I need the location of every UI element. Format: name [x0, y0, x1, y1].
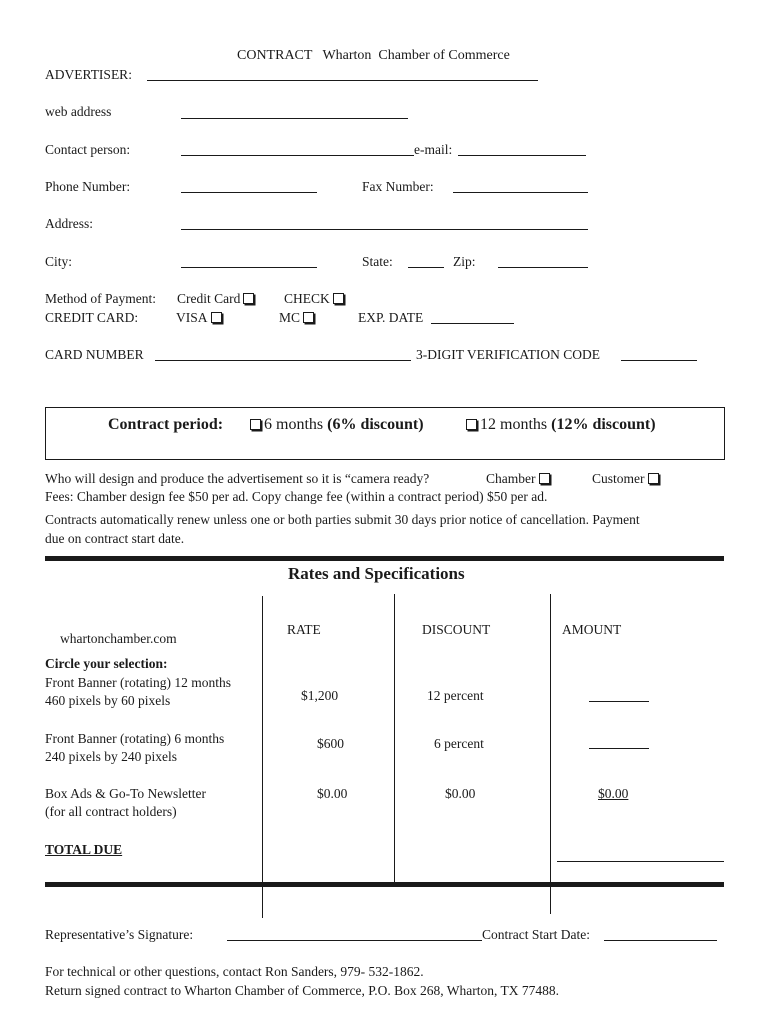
customer-checkbox[interactable] — [648, 473, 659, 484]
mc-option[interactable] — [279, 311, 317, 325]
rates-top-rule — [45, 556, 724, 561]
row1-amount-field[interactable] — [589, 701, 649, 702]
column-divider-3 — [550, 594, 551, 914]
twelve-months-option[interactable] — [463, 417, 656, 433]
exp-date-label: EXP. DATE — [358, 310, 424, 325]
check-option[interactable] — [284, 292, 347, 306]
zip-field[interactable] — [498, 267, 588, 268]
credit-card-option[interactable] — [177, 292, 257, 306]
card-number-label: CARD NUMBER — [45, 347, 144, 362]
row3-amount: $0.00 — [598, 786, 629, 801]
row2-description-line2: 240 pixels by 240 pixels — [45, 749, 177, 764]
rep-signature-label: Representative’s Signature: — [45, 927, 194, 942]
row1-description-line1: Front Banner (rotating) 12 months — [45, 675, 231, 690]
column-divider-2 — [394, 594, 395, 882]
check-checkbox[interactable] — [333, 293, 344, 304]
mc-option-label: MC — [279, 310, 301, 325]
footer-contact-text: For technical or other questions, contact Ron Sanders, 979- 532-1862. — [45, 964, 424, 979]
six-months-checkbox[interactable] — [250, 419, 261, 430]
rates-bottom-rule — [45, 882, 724, 887]
credit-card-label: CREDIT CARD: — [45, 310, 139, 325]
total-due-field[interactable] — [557, 861, 724, 862]
six-months-discount: (6% discount) — [327, 416, 424, 433]
credit-card-option-label: Credit Card — [177, 291, 241, 306]
visa-option[interactable] — [176, 311, 225, 325]
six-months-label: 6 months — [264, 416, 324, 433]
total-due-label: TOTAL DUE — [45, 842, 123, 857]
circle-selection-label: Circle your selection: — [45, 656, 168, 671]
design-question: Who will design and produce the advertisement so it is “camera ready? — [45, 471, 430, 486]
row3-rate: $0.00 — [317, 786, 348, 801]
credit-card-checkbox[interactable] — [243, 293, 254, 304]
row2-discount: 6 percent — [434, 736, 484, 751]
visa-checkbox[interactable] — [211, 312, 222, 323]
fax-field[interactable] — [453, 192, 588, 193]
row2-rate: $600 — [317, 736, 344, 751]
rate-column-header: RATE — [287, 622, 321, 637]
phone-label: Phone Number: — [45, 179, 131, 194]
customer-option[interactable] — [592, 472, 662, 486]
row3-description-line2: (for all contract holders) — [45, 804, 177, 819]
discount-column-header: DISCOUNT — [422, 622, 491, 637]
rep-signature-field[interactable] — [227, 940, 482, 941]
exp-date-field[interactable] — [431, 323, 514, 324]
twelve-months-discount: (12% discount) — [551, 416, 656, 433]
advertiser-field[interactable] — [147, 80, 538, 81]
fees-text: Fees: Chamber design fee $50 per ad. Copy change fee (within a contract period) $50 per ad. — [45, 489, 548, 504]
footer-return-text: Return signed contract to Wharton Chamber of Commerce, P.O. Box 268, Wharton, TX 77488. — [45, 983, 560, 998]
twelve-months-checkbox[interactable] — [466, 419, 477, 430]
email-field[interactable] — [458, 155, 586, 156]
mc-checkbox[interactable] — [303, 312, 314, 323]
customer-option-label: Customer — [592, 471, 645, 486]
rates-title: Rates and Specifications — [288, 564, 465, 583]
city-field[interactable] — [181, 267, 317, 268]
chamber-option[interactable] — [486, 472, 553, 486]
contract-period-label: Contract period: — [108, 416, 224, 433]
contract-period-box — [45, 407, 725, 460]
web-address-label: web address — [45, 104, 112, 119]
page-title: CONTRACT Wharton Chamber of Commerce — [237, 48, 510, 63]
contract-start-date-field[interactable] — [604, 940, 717, 941]
check-option-label: CHECK — [284, 291, 330, 306]
twelve-months-label: 12 months — [480, 416, 548, 433]
row3-description-line1: Box Ads & Go-To Newsletter — [45, 786, 207, 801]
advertiser-label: ADVERTISER: — [45, 67, 132, 82]
fax-label: Fax Number: — [362, 179, 434, 194]
visa-option-label: VISA — [176, 310, 208, 325]
web-address-field[interactable] — [181, 118, 408, 119]
city-label: City: — [45, 254, 73, 269]
zip-label: Zip: — [453, 254, 476, 269]
row3-discount: $0.00 — [445, 786, 476, 801]
state-label: State: — [362, 254, 393, 269]
chamber-checkbox[interactable] — [539, 473, 550, 484]
renew-text-line2: due on contract start date. — [45, 531, 185, 546]
row2-amount-field[interactable] — [589, 748, 649, 749]
contact-person-label: Contact person: — [45, 142, 131, 157]
contract-start-date-label: Contract Start Date: — [482, 927, 590, 942]
state-field[interactable] — [408, 267, 444, 268]
row1-description-line2: 460 pixels by 60 pixels — [45, 693, 171, 708]
column-divider-1 — [262, 596, 263, 918]
payment-method-label: Method of Payment: — [45, 291, 156, 306]
website-text: whartonchamber.com — [60, 631, 177, 646]
email-label: e-mail: — [414, 142, 453, 157]
six-months-option[interactable] — [247, 417, 424, 433]
chamber-option-label: Chamber — [486, 471, 536, 486]
row2-description-line1: Front Banner (rotating) 6 months — [45, 731, 225, 746]
phone-field[interactable] — [181, 192, 317, 193]
contact-person-field[interactable] — [181, 155, 414, 156]
address-label: Address: — [45, 216, 93, 231]
row1-discount: 12 percent — [427, 688, 484, 703]
verification-code-field[interactable] — [621, 360, 697, 361]
verification-code-label: 3-DIGIT VERIFICATION CODE — [416, 347, 600, 362]
address-field[interactable] — [181, 229, 588, 230]
renew-text-line1: Contracts automatically renew unless one or both parties submit 30 days prior notice of cancellation. Payment — [45, 512, 640, 527]
card-number-field[interactable] — [155, 360, 411, 361]
row1-rate: $1,200 — [301, 688, 339, 703]
amount-column-header: AMOUNT — [562, 622, 622, 637]
